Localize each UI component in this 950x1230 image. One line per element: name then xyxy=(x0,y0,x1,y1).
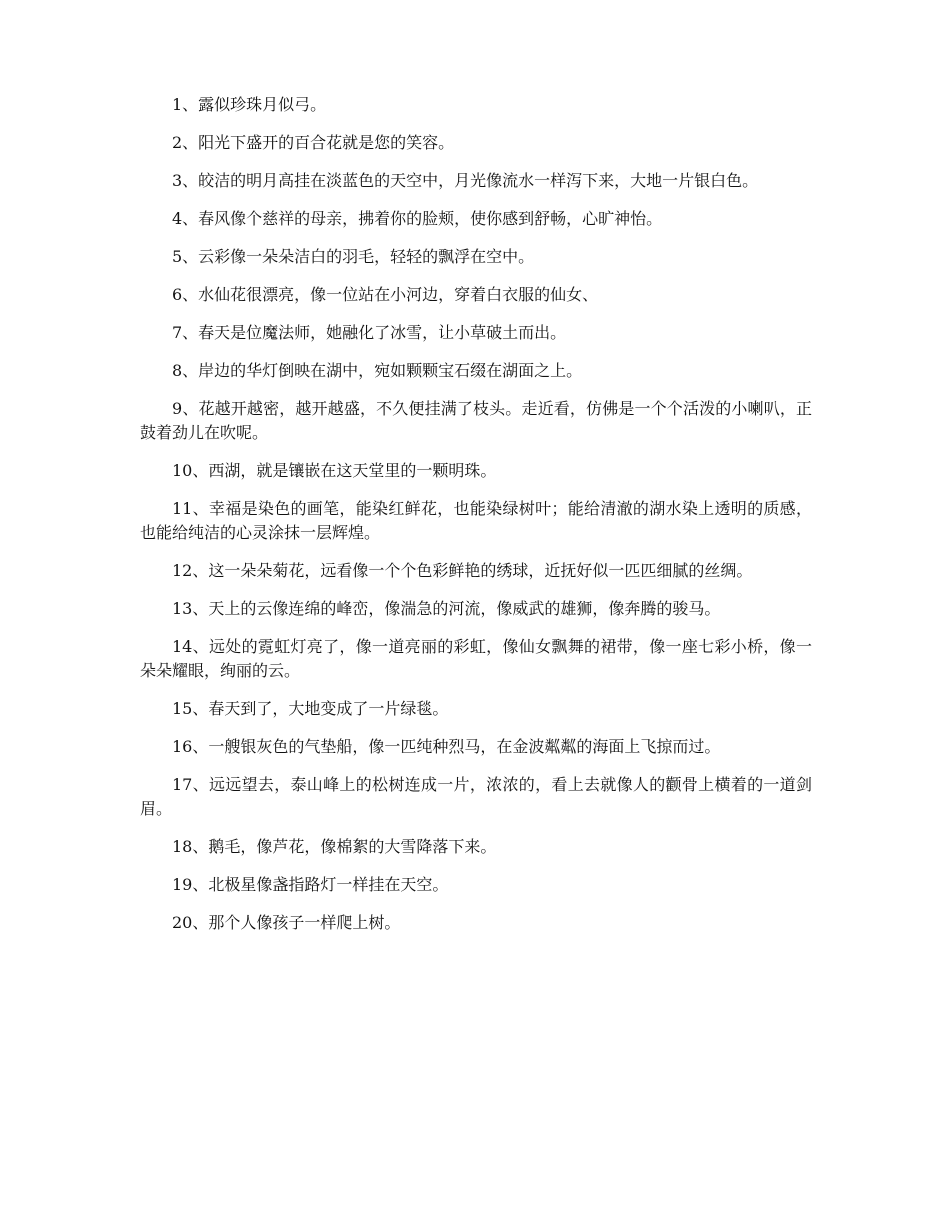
paragraph: 12、这一朵朵菊花，远看像一个个色彩鲜艳的绣球，近抚好似一匹匹细腻的丝绸。 xyxy=(172,561,753,580)
paragraph: 18、鹅毛，像芦花，像棉絮的大雪降落下来。 xyxy=(172,837,497,856)
paragraph: 3、皎洁的明月高挂在淡蓝色的天空中，月光像流水一样泻下来，大地一片银白色。 xyxy=(172,171,759,190)
paragraph: 15、春天到了，大地变成了一片绿毯。 xyxy=(172,699,449,718)
paragraph: 4、春风像个慈祥的母亲，拂着你的脸颊，使你感到舒畅，心旷神怡。 xyxy=(172,209,663,228)
paragraph: 17、远远望去，泰山峰上的松树连成一片，浓浓的，看上去就像人的颧骨上横着的一道剑眉。 xyxy=(140,775,812,818)
paragraph: 16、一艘银灰色的气垫船，像一匹纯种烈马，在金波粼粼的海面上飞掠而过。 xyxy=(172,737,721,756)
paragraph: 14、远处的霓虹灯亮了，像一道亮丽的彩虹，像仙女飘舞的裙带，像一座七彩小桥，像一朵朵耀眼，绚丽的云。 xyxy=(140,637,812,680)
paragraph: 2、阳光下盛开的百合花就是您的笑容。 xyxy=(172,133,455,152)
paragraph: 10、西湖，就是镶嵌在这天堂里的一颗明珠。 xyxy=(172,461,497,480)
paragraph: 8、岸边的华灯倒映在湖中，宛如颗颗宝石缀在湖面之上。 xyxy=(172,361,583,380)
paragraph: 11、幸福是染色的画笔，能染红鲜花，也能染绿树叶；能给清澈的湖水染上透明的质感，也能给纯洁的心灵涂抹一层辉煌。 xyxy=(140,499,812,542)
paragraph: 6、水仙花很漂亮，像一位站在小河边，穿着白衣服的仙女、 xyxy=(172,285,599,304)
paragraph: 5、云彩像一朵朵洁白的羽毛，轻轻的飘浮在空中。 xyxy=(172,247,535,266)
paragraph: 1、露似珍珠月似弓。 xyxy=(172,95,327,114)
document-body xyxy=(140,93,812,949)
paragraph: 13、天上的云像连绵的峰峦，像湍急的河流，像威武的雄狮，像奔腾的骏马。 xyxy=(172,599,721,618)
paragraph: 9、花越开越密，越开越盛，不久便挂满了枝头。走近看，仿佛是一个个活泼的小喇叭，正鼓着劲儿在吹呢。 xyxy=(140,399,812,442)
paragraph: 19、北极星像盏指路灯一样挂在天空。 xyxy=(172,875,449,894)
paragraph: 20、那个人像孩子一样爬上树。 xyxy=(172,913,401,932)
paragraph: 7、春天是位魔法师，她融化了冰雪，让小草破土而出。 xyxy=(172,323,567,342)
